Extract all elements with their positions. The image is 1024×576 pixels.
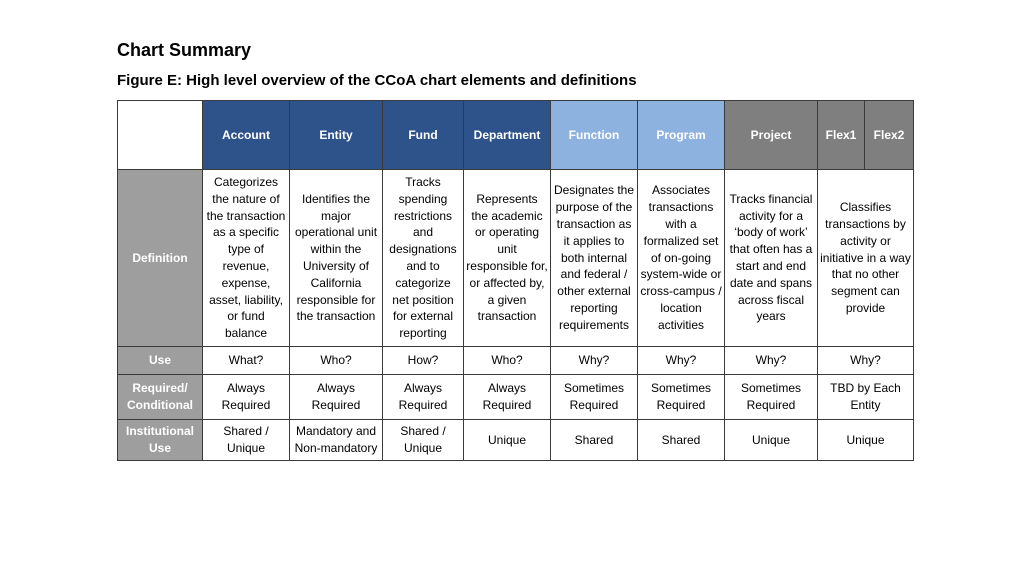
use-project: Why? [725, 347, 818, 375]
institutional-account: Shared / Unique [203, 420, 290, 461]
ccoa-summary-table [117, 100, 914, 461]
column-header-project: Project [725, 101, 818, 170]
institutional-program: Shared [638, 420, 725, 461]
required-row [118, 375, 914, 420]
row-header-use: Use [118, 347, 203, 375]
column-header-department: Department [464, 101, 551, 170]
definition-fund: Tracks spending restrictions and designations and to categorize net position for external reporting [383, 170, 464, 347]
definition-program: Associates transactions with a formalized set of on-going system-wide or cross-campus / location activities [638, 170, 725, 347]
required-project: Sometimes Required [725, 375, 818, 420]
institutional-fund: Shared / Unique [383, 420, 464, 461]
column-header-account: Account [203, 101, 290, 170]
use-fund: How? [383, 347, 464, 375]
definition-row [118, 170, 914, 347]
definition-function: Designates the purpose of the transaction as it applies to both internal and federal / other external reporting requirements [551, 170, 638, 347]
definition-entity: Identifies the major operational unit within the University of California responsible for the transaction [290, 170, 383, 347]
use-entity: Who? [290, 347, 383, 375]
institutional-department: Unique [464, 420, 551, 461]
page-title: Chart Summary [117, 40, 252, 60]
column-header-fund: Fund [383, 101, 464, 170]
definition-flex: Classifies transactions by activity or initiative in a way that no other segment can provide [818, 170, 914, 347]
definition-department: Represents the academic or operating unit responsible for, or affected by, a given transaction [464, 170, 551, 347]
use-account: What? [203, 347, 290, 375]
column-header-function: Function [551, 101, 638, 170]
institutional-function: Shared [551, 420, 638, 461]
required-entity: Always Required [290, 375, 383, 420]
use-program: Why? [638, 347, 725, 375]
required-account: Always Required [203, 375, 290, 420]
column-header-flex1: Flex1 [818, 101, 865, 170]
row-header-institutional-use: Institutional Use [118, 420, 203, 461]
column-header-flex2: Flex2 [865, 101, 914, 170]
row-header-required: Required/ Conditional [118, 375, 203, 420]
required-flex: TBD by Each Entity [818, 375, 914, 420]
corner-cell [118, 101, 203, 170]
required-program: Sometimes Required [638, 375, 725, 420]
required-department: Always Required [464, 375, 551, 420]
institutional-use-row [118, 420, 914, 461]
use-row [118, 347, 914, 375]
institutional-flex: Unique [818, 420, 914, 461]
institutional-entity: Mandatory and Non-mandatory [290, 420, 383, 461]
use-department: Who? [464, 347, 551, 375]
row-header-definition: Definition [118, 170, 203, 347]
definition-account: Categorizes the nature of the transaction as a specific type of revenue, expense, asset, liability, or fund balance [203, 170, 290, 347]
figure-caption: Figure E: High level overview of the CCoA chart elements and definitions [117, 72, 637, 89]
required-function: Sometimes Required [551, 375, 638, 420]
use-flex: Why? [818, 347, 914, 375]
institutional-project: Unique [725, 420, 818, 461]
required-fund: Always Required [383, 375, 464, 420]
column-header-entity: Entity [290, 101, 383, 170]
use-function: Why? [551, 347, 638, 375]
column-header-program: Program [638, 101, 725, 170]
header-row [118, 101, 914, 170]
definition-project: Tracks financial activity for a ‘body of work’ that often has a start and end date and spans across fiscal years [725, 170, 818, 347]
